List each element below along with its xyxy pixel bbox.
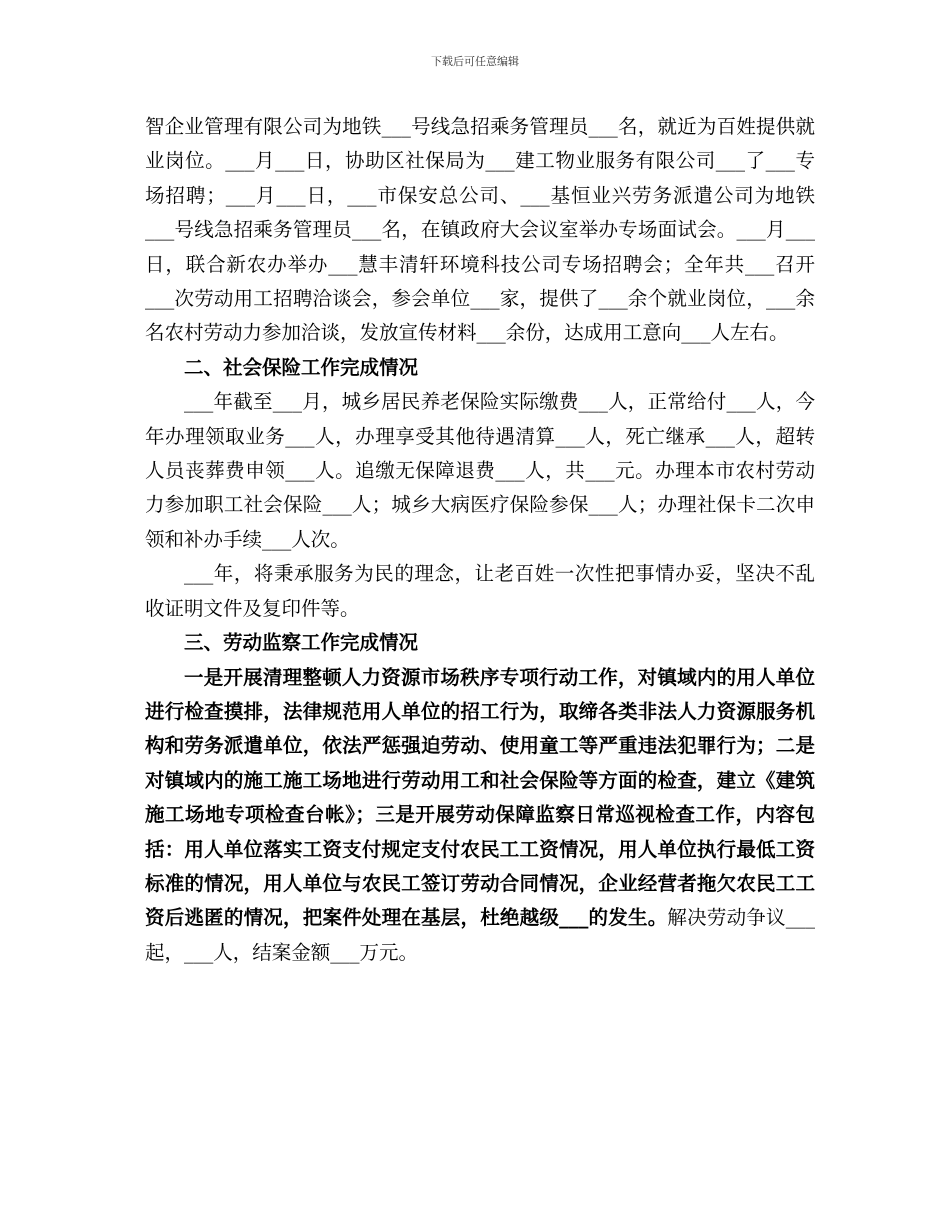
paragraph-service-philosophy: ___年，将秉承服务为民的理念，让老百姓一次性把事情办妥，坚决不乱收证明文件及复印件等。 xyxy=(145,562,815,620)
paragraph-labor-inspection xyxy=(145,661,815,971)
page-header-note: 下载后可任意编辑 xyxy=(431,55,519,68)
labor-dispute-text: 解决劳动争议___起，___人，结案金额___万元。 xyxy=(145,906,815,964)
paragraph-social-insurance: ___年截至___月，城乡居民养老保险实际缴费___人，正常给付___人，今年办理领取业务___人，办理享受其他待遇清算___人，死亡继承___人，超转人员丧葬费申领___人。追缴无保障退费___人，共___元。办理本市农村劳动力参加职工社会保险___人；城乡大病医疗保险参保___人；办理社保卡二次申领和补办手续___人次。 xyxy=(145,390,815,551)
document-body xyxy=(145,110,815,970)
heading-labor-inspection: 三、劳动监察工作完成情况 xyxy=(184,631,419,655)
paragraph-recruitment: 智企业管理有限公司为地铁___号线急招乘务管理员___名，就近为百姓提供就业岗位。___月___日，协助区社保局为___建工物业服务有限公司___了___专场招聘；___月___日，___市保安总公司、___基恒业兴劳务派遣公司为地铁___号线急招乘务管理员___名，在镇政府大会议室举办专场面试会。___月___日，联合新农办举办___慧丰清轩环境科技公司专场招聘会；全年共___召开___次劳动用工招聘洽谈会，参会单位___家，提供了___余个就业岗位，___余名农村劳动力参加洽谈，发放宣传材料___余份，达成用工意向___人左右。 xyxy=(145,115,815,345)
labor-inspection-bold-text: 一是开展清理整顿人力资源市场秩序专项行动工作，对镇域内的用人单位进行检查摸排，法律规范用人单位的招工行为，取缔各类非法人力资源服务机构和劳务派遣单位，依法严惩强迫劳动、使用童工等严重违法犯罪行为；二是对镇域内的施工施工场地进行劳动用工和社会保险等方面的检查，建立《建筑施工场地专项检查台帐》；三是开展劳动保障监察日常巡视检查工作，内容包括：用人单位落实工资支付规定支付农民工工资情况，用人单位执行最低工资标准的情况，用人单位与农民工签订劳动合同情况，企业经营者拖欠农民工工资后逃匿的情况，把案件处理在基层，杜绝越级___的发生。 xyxy=(145,665,815,930)
heading-social-insurance: 二、社会保险工作完成情况 xyxy=(184,355,419,379)
